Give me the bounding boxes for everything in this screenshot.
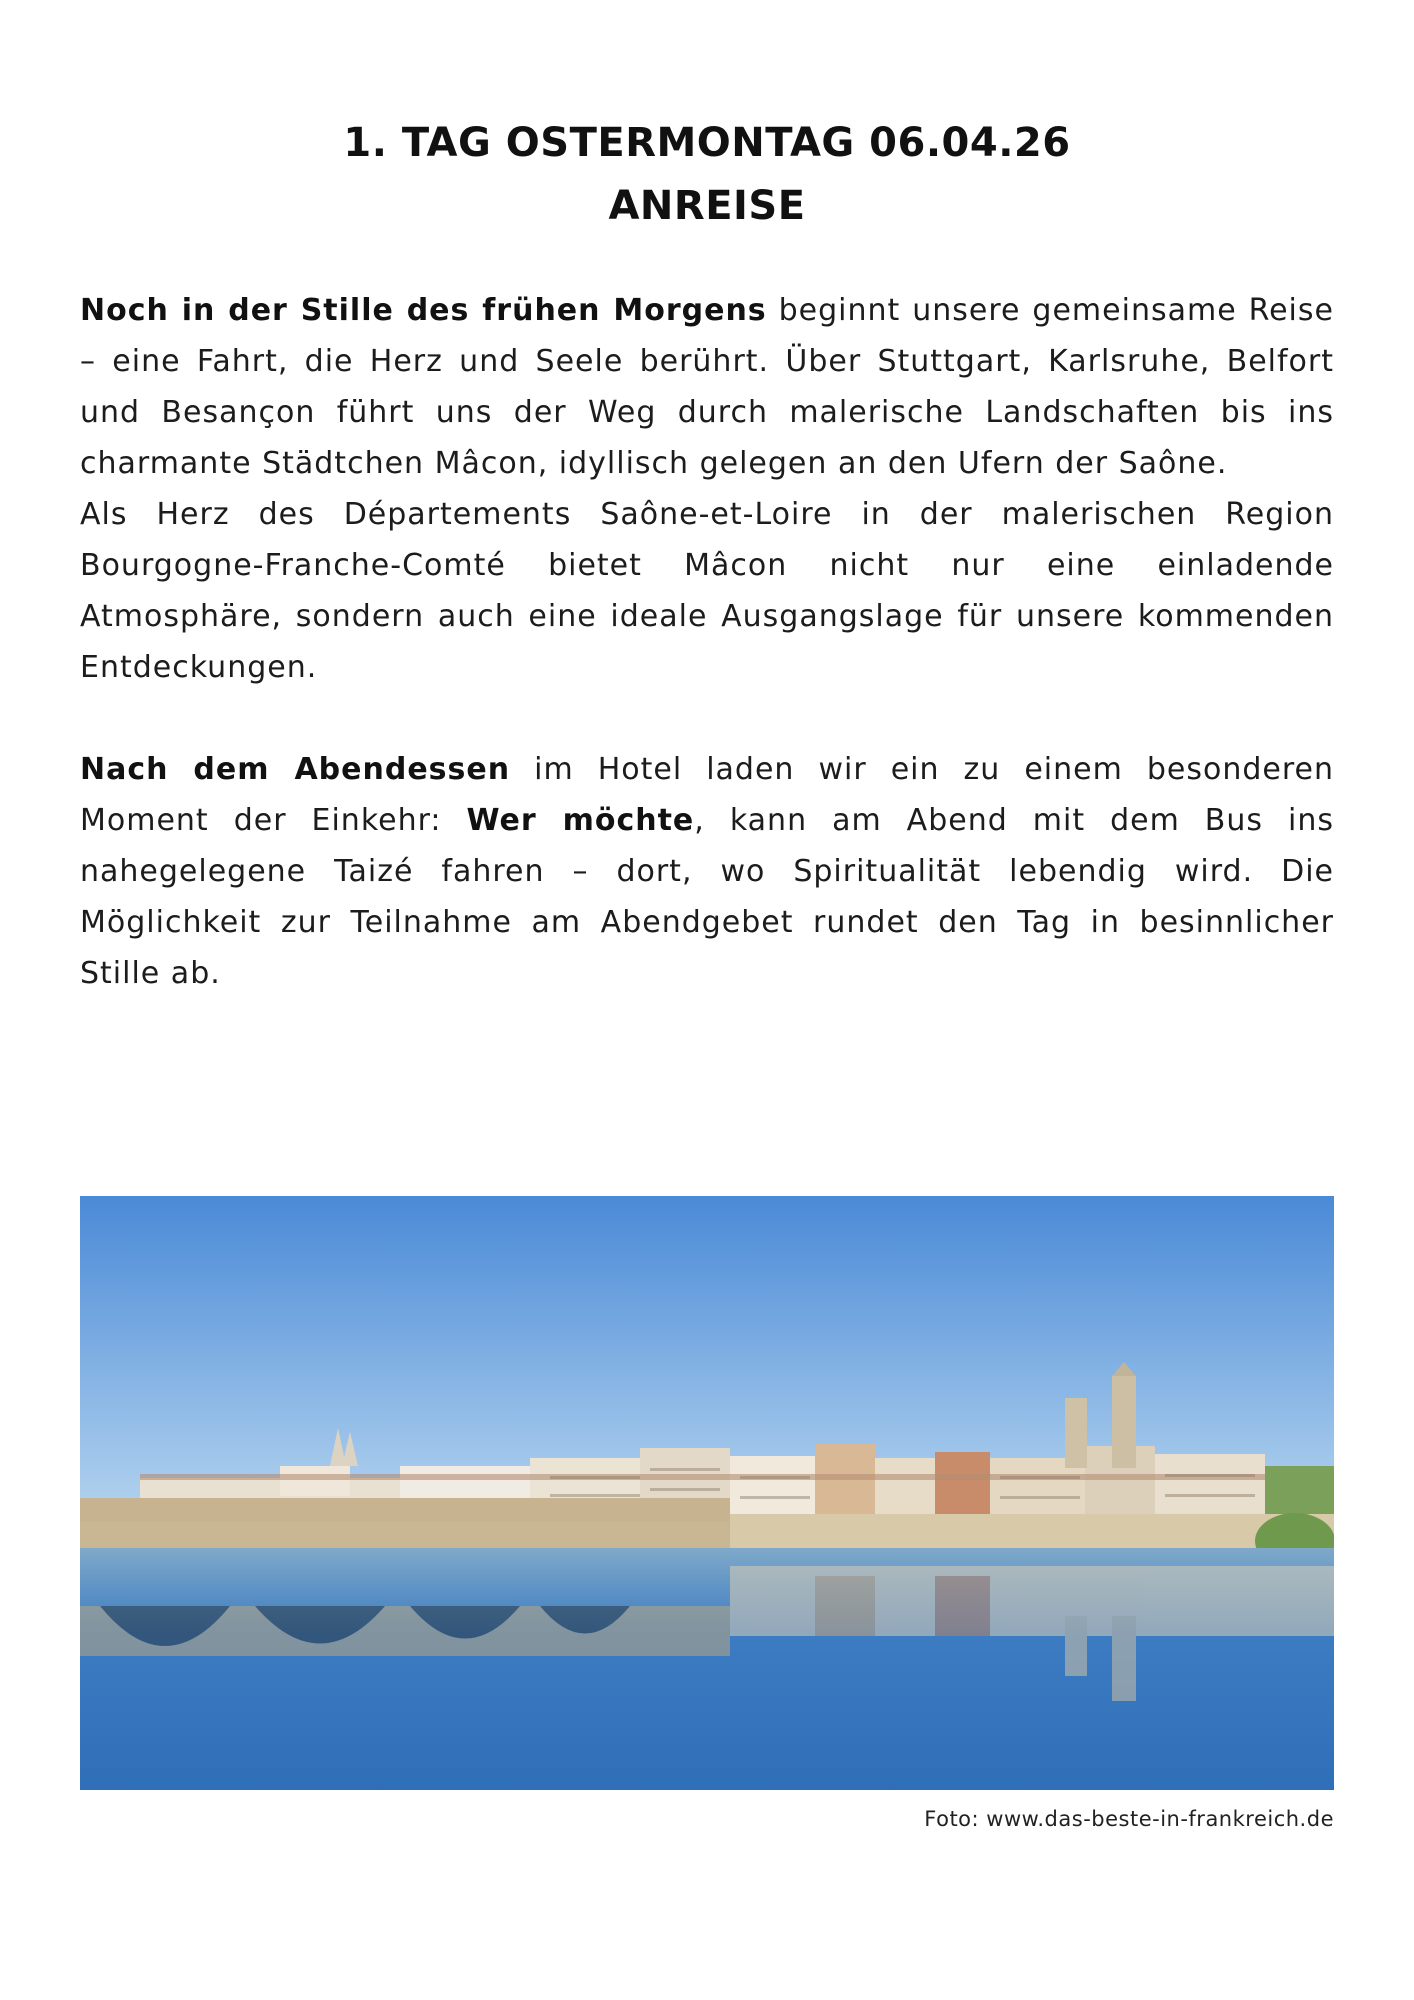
paragraph-2: Als Herz des Départements Saône-et-Loire in der malerischen Region Bourgogne-Franche-Comté bietet Mâcon nicht nur eine einladende Atmosphäre, sondern auch eine ideale Ausgangslage für unsere kommenden Entdeckungen. (80, 497, 1334, 685)
photo-credit: Foto: www.das-beste-in-frankreich.de (924, 1807, 1334, 1831)
title-line-2: ANREISE (608, 183, 806, 229)
paragraph-3-text-b: , kann am Abend mit dem Bus ins nahegelegene Taizé fahren – dort, wo Spiritualität lebendig wird. Die Möglichkeit zur Teilnahme am Abendgebet rundet den Tag in besinnlicher Stille ab. (80, 803, 1334, 991)
paragraph-1 (80, 285, 1334, 489)
body-text (80, 285, 1334, 999)
paragraph-3-bold-mid: Wer möchte (466, 803, 695, 838)
page-title (0, 112, 1414, 238)
paragraph-3-text-a: im Hotel laden wir ein zu einem besonderen Moment der Einkehr: (80, 752, 1334, 838)
title-line-1: 1. TAG OSTERMONTAG 06.04.26 (343, 120, 1071, 166)
paragraph-3-bold-lead: Nach dem Abendessen (80, 752, 511, 787)
macon-river-photo (80, 1196, 1334, 1790)
paragraph-1-text: beginnt unsere gemeinsame Reise – eine Fahrt, die Herz und Seele berührt. Über Stuttgart, Karlsruhe, Belfort und Besançon führt uns der Weg durch malerische Landschaften bis ins charmante Städtchen Mâcon, idyllisch gelegen an den Ufern der Saône. (80, 293, 1334, 481)
paragraph-3 (80, 744, 1334, 999)
paragraph-1-bold-lead: Noch in der Stille des frühen Morgens (80, 293, 767, 328)
